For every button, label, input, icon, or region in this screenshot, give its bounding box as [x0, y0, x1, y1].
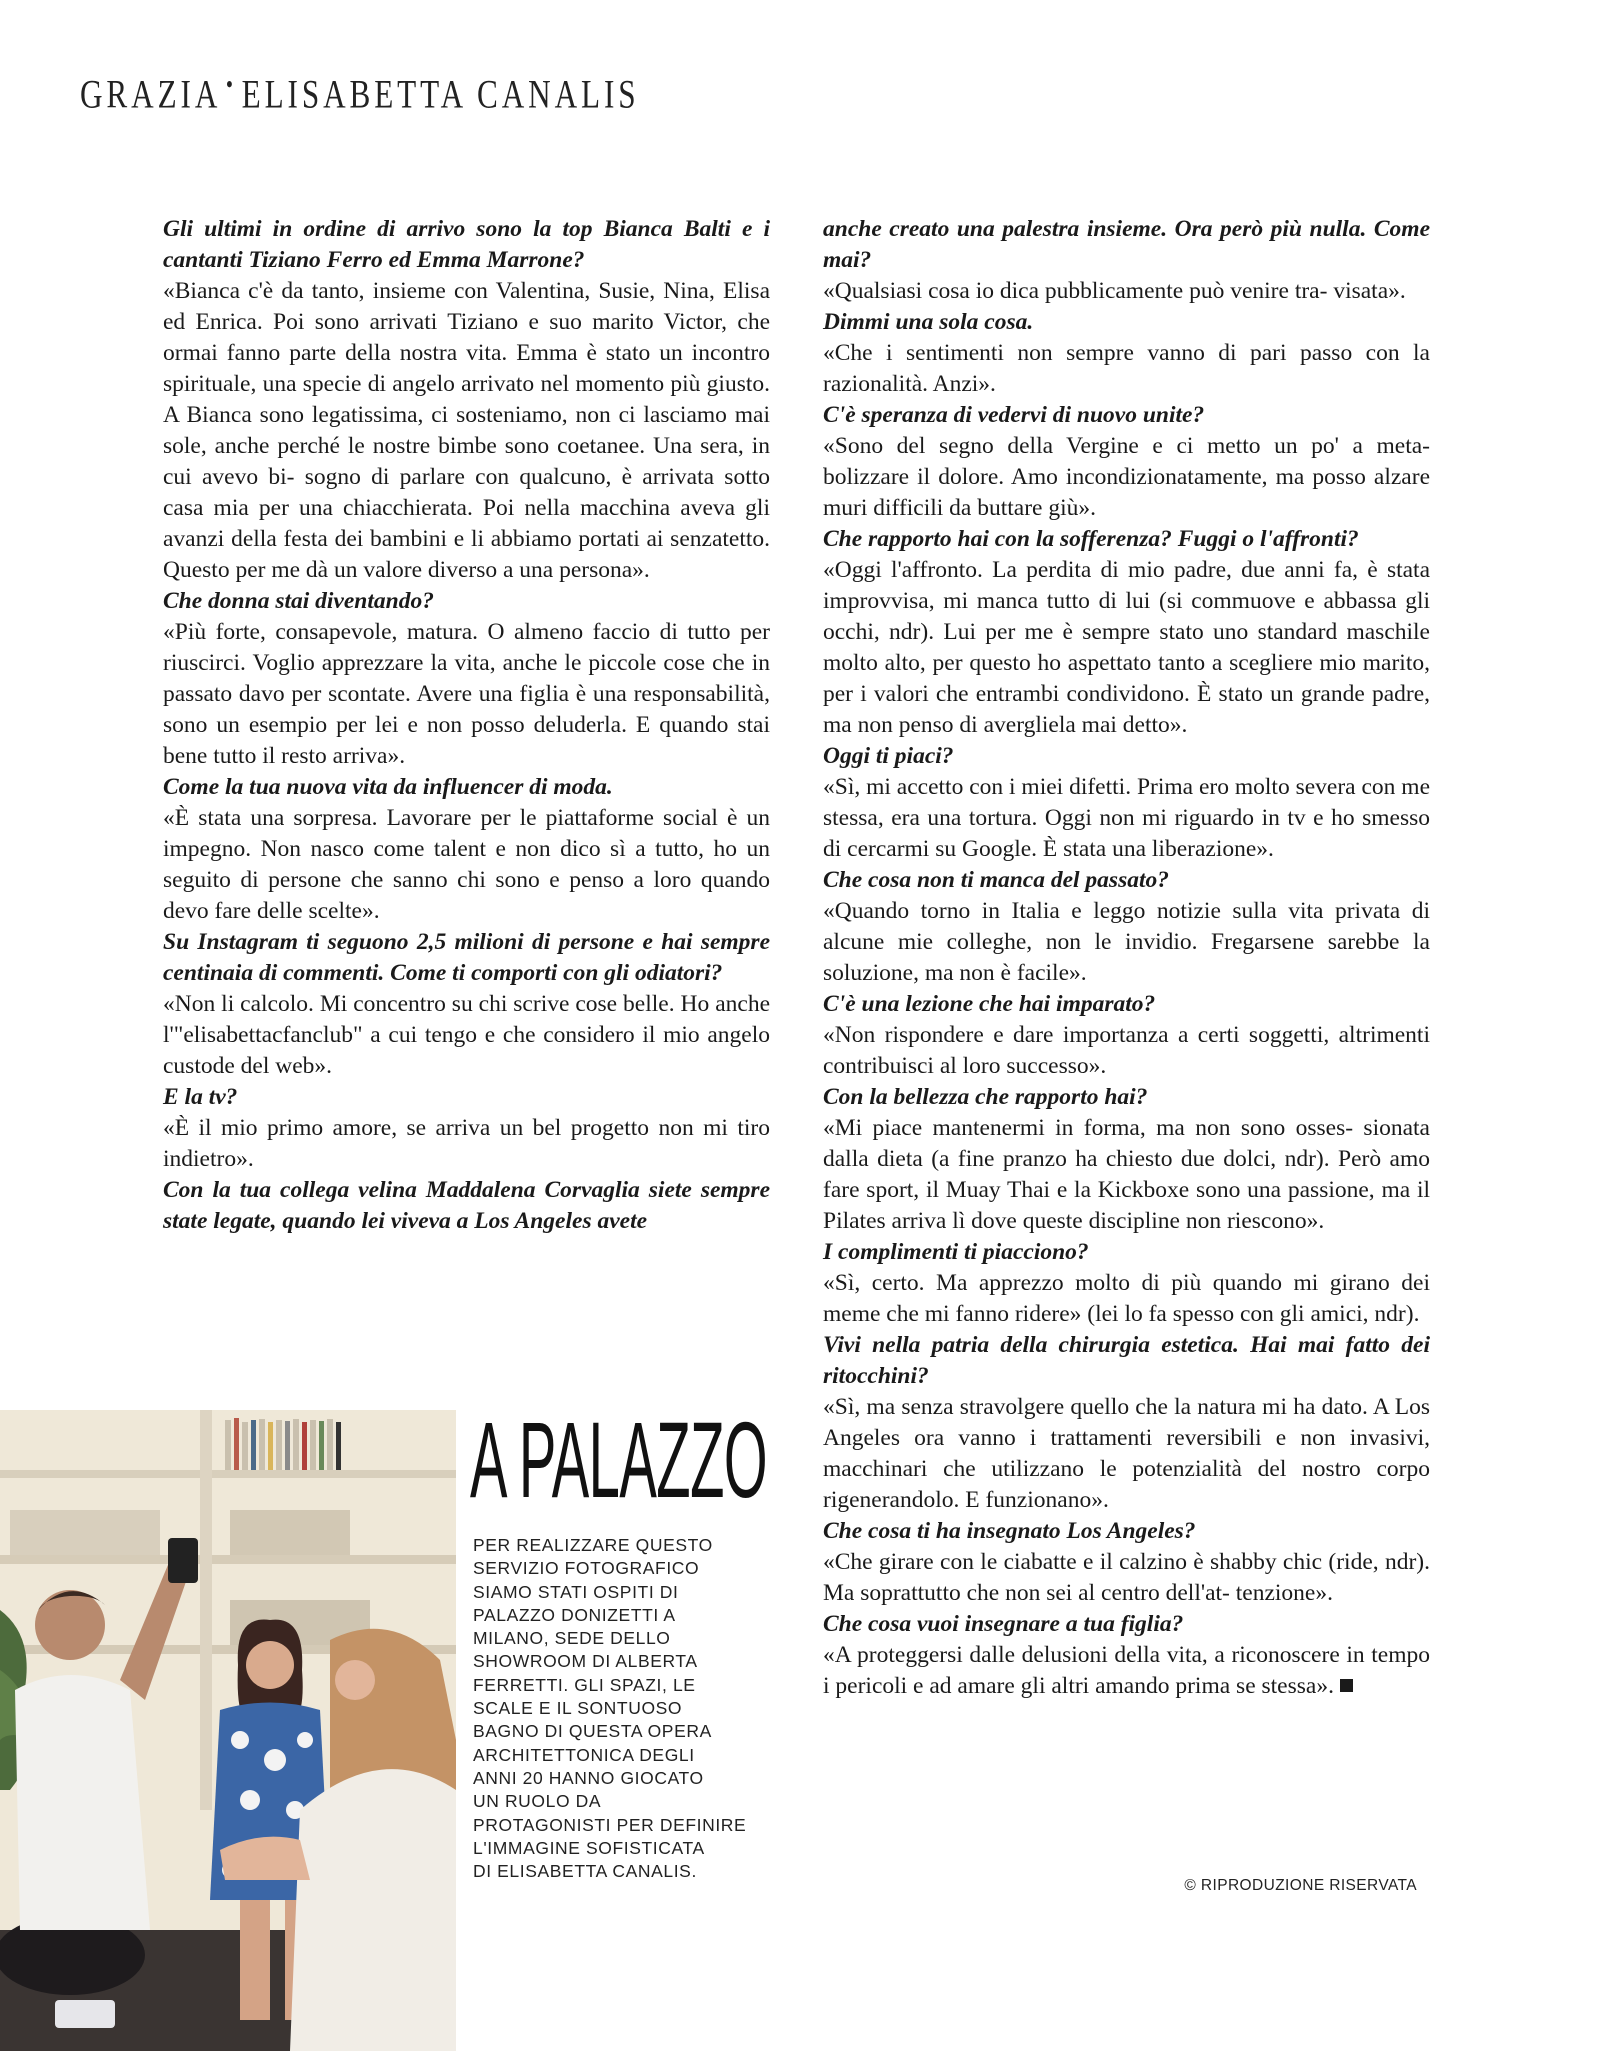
text-line: liberazione».	[1151, 836, 1274, 862]
text-line: «Che i sentimenti non sempre vanno di pari passo con	[823, 340, 1400, 366]
sidebar-caption-line: FERRETTI. GLI SPAZI, LE	[473, 1674, 696, 1695]
text-line: cantanti Tiziano Ferro ed Emma Marrone?	[163, 247, 585, 273]
text-line: sionata dalla dieta (a fine pranzo ha chiesto due dolci,	[823, 1115, 1430, 1172]
text-line: E la tv?	[163, 1084, 238, 1110]
interview-answer	[823, 1392, 1430, 1516]
backstage-photo	[0, 1410, 456, 2051]
interview-question	[823, 214, 1430, 276]
text-line: il mio angelo custode del web».	[163, 1022, 770, 1079]
interview-answer	[163, 1113, 770, 1175]
text-line: dei meme che mi fanno ridere» (lei lo fa spesso con gli	[823, 1270, 1431, 1327]
text-line: Che rapporto hai con la sofferenza? Fuggi o l'affronti?	[823, 526, 1359, 552]
text-line: deluderla. E quando stai bene tutto il resto arriva».	[163, 712, 770, 769]
text-line: altrimenti contribuisci al loro successo».	[823, 1022, 1430, 1079]
text-line: Gli ultimi in ordine di arrivo sono la top Bianca Balti e i	[163, 216, 770, 242]
interview-answer	[823, 896, 1430, 989]
text-line: (ride, ndr). Ma soprattutto che non sei al centro dell'at-	[823, 1549, 1430, 1606]
text-line: stata improvvisa, mi manca tutto di lui (si commuove e	[823, 557, 1431, 614]
magazine-header	[80, 70, 640, 117]
interview-answer	[823, 338, 1430, 400]
interview-question	[163, 772, 770, 803]
text-line: Su Instagram ti seguono 2,5 milioni di persone e hai sempre	[163, 929, 770, 955]
interview-answer	[823, 1113, 1430, 1237]
text-line: «Sì, ma senza stravolgere quello che la natura mi ha dato.	[823, 1394, 1368, 1420]
text-line: alzare muri difficili da buttare giù».	[823, 464, 1430, 521]
interview-question	[163, 927, 770, 989]
text-line: «Quando torno in Italia e leggo notizie sulla vita privata	[823, 898, 1401, 924]
interview-question	[163, 586, 770, 617]
interview-question	[823, 1516, 1430, 1547]
text-line: sogno di parlare con qualcuno, è arrivata sotto casa mia	[163, 464, 770, 521]
interview-answer	[823, 431, 1430, 524]
text-line: «Sì, certo. Ma apprezzo molto di più quando mi girano	[823, 1270, 1390, 1296]
text-line: avergliela mai detto».	[983, 712, 1188, 738]
text-line: dei ritocchini?	[823, 1332, 1430, 1389]
text-line: «Sì, mi accetto con i miei difetti. Prima ero molto severa	[823, 774, 1356, 800]
text-line: «Che girare con le ciabatte e il calzino è shabby chic	[823, 1549, 1323, 1575]
text-line: «Non li calcolo. Mi concentro su chi scrive cose belle. Ho	[163, 991, 710, 1017]
text-line: con me stessa, era una tortura. Oggi non mi riguardo	[823, 774, 1431, 831]
text-line: una responsabilità, sono un esempio per lei e non posso	[163, 681, 770, 738]
text-line: Vivi nella patria della chirurgia estetica. Hai mai fatto	[823, 1332, 1391, 1358]
text-line: «Mi piace mantenermi in forma, ma non sono osses-	[823, 1115, 1354, 1141]
text-line: invasivi, macchinari che utilizzano le potenzialità del	[823, 1425, 1431, 1482]
sidebar-caption-line: L'IMMAGINE SOFISTICATA	[473, 1837, 705, 1858]
text-line: Che cosa vuoi insegnare a tua figlia?	[823, 1611, 1184, 1637]
text-line: bolizzare il dolore. Amo incondizionatamente, ma posso	[823, 464, 1366, 490]
text-line: Questo per me dà un valore diverso a una persona».	[163, 557, 650, 583]
sidebar-caption-line: UN RUOLO DA	[473, 1791, 602, 1812]
sidebar-caption-line: BAGNO DI QUESTA OPERA	[473, 1721, 712, 1742]
text-line: se stessa».	[1236, 1673, 1334, 1699]
sidebar-caption-line: SIAMO STATI OSPITI DI	[473, 1581, 679, 1602]
text-line: la soluzione, ma non è facile».	[823, 929, 1430, 986]
text-line: «È stata una sorpresa. Lavorare per le piattaforme social	[163, 805, 718, 831]
text-line: Come la tua nuova vita da influencer di moda.	[163, 774, 613, 800]
text-line: per riuscirci. Voglio apprezzare la vita, anche le piccole	[163, 619, 770, 676]
sidebar-caption-line: PER REALIZZARE QUESTO	[473, 1535, 713, 1555]
text-line: Che donna stai diventando?	[163, 588, 434, 614]
text-line: standard maschile molto alto, per questo ho aspettato	[823, 619, 1430, 676]
sidebar-caption	[473, 1534, 763, 1883]
text-line: in tempo i pericoli e ad amare gli altri amando prima	[823, 1642, 1430, 1699]
sidebar-caption-line: PALAZZO DONIZETTI A	[473, 1604, 676, 1625]
interview-question	[163, 1175, 770, 1237]
text-line: «È il mio primo amore, se arriva un bel progetto non	[163, 1115, 694, 1141]
text-line: Con la bellezza che rapporto hai?	[823, 1084, 1148, 1110]
text-line: Che cosa ti ha insegnato Los Angeles?	[823, 1518, 1196, 1544]
interview-question	[163, 1082, 770, 1113]
text-line: I complimenti ti piacciono?	[823, 1239, 1089, 1265]
text-line: nostro corpo rigenerandolo. E funzionano».	[823, 1456, 1430, 1513]
text-line: penso a loro quando devo fare delle scelte».	[163, 867, 771, 924]
text-line: centinaia di commenti. Come ti comporti con gli odiatori?	[163, 960, 723, 986]
sidebar-title: A PALAZZO	[470, 1399, 768, 1520]
text-line: sempre state legate, quando lei viveva a Los Angeles avete	[163, 1177, 770, 1234]
header-separator-dot: •	[225, 70, 237, 99]
sidebar-caption-line: ANNI 20 HANNO GIOCATO	[473, 1767, 704, 1788]
interview-answer	[823, 1268, 1430, 1330]
text-line: cose che in passato davo per scontate. Avere una figlia è	[163, 650, 771, 707]
brand-name: GRAZIA	[80, 71, 222, 117]
sidebar-caption-line: MILANO, SEDE DELLO	[473, 1628, 671, 1649]
article-column-right	[823, 214, 1430, 1702]
text-line: anche creato una palestra insieme. Ora però più nulla.	[823, 216, 1367, 242]
text-line: anche l'"elisabettacfanclub" a cui tengo e che considero	[163, 991, 771, 1048]
interview-answer	[823, 1547, 1430, 1609]
interview-question	[823, 524, 1430, 555]
interview-question	[823, 741, 1430, 772]
text-line: sono una passione, ma il Pilates arriva lì dove queste	[823, 1177, 1431, 1234]
copyright-notice: © RIPRODUZIONE RISERVATA	[1184, 1877, 1417, 1894]
text-line: di alcune mie colleghe, non le invidio. Fregarsene sarebbe	[823, 898, 1431, 955]
sidebar-caption-line: SERVIZIO FOTOGRAFICO	[473, 1558, 700, 1579]
text-line: sosteniamo, non ci lasciamo mai sole, anche perché le	[163, 402, 770, 459]
text-line: Che cosa non ti manca del passato?	[823, 867, 1170, 893]
end-of-article-mark	[1340, 1679, 1353, 1692]
interview-question	[823, 1330, 1430, 1392]
text-line: Con la tua collega velina Maddalena Corvaglia siete	[163, 1177, 692, 1203]
text-line: C'è speranza di vedervi di nuovo unite?	[823, 402, 1205, 428]
interview-question	[823, 1082, 1430, 1113]
text-line: condividono. È stato un grande padre, ma non penso di	[823, 681, 1431, 738]
text-line: Elisa ed Enrica. Poi sono arrivati Tiziano e suo marito	[163, 278, 771, 335]
interview-answer	[163, 989, 770, 1082]
text-line: la razionalità. Anzi».	[823, 340, 1430, 397]
text-line: Oggi ti piaci?	[823, 743, 954, 769]
text-line: nostre bimbe sono coetanee. Una sera, in cui avevo bi-	[163, 433, 770, 490]
text-line: Victor, che ormai fanno parte della nostra vita. Emma è	[163, 309, 771, 366]
text-line: nel momento più giusto. A Bianca sono legatissima, ci	[163, 371, 771, 428]
interview-answer	[163, 803, 770, 927]
sidebar-caption-line: SHOWROOM DI ALBERTA	[473, 1651, 698, 1672]
article-column-left	[163, 214, 770, 1237]
text-line: tanto a scegliere mio marito, per i valori che entrambi	[823, 650, 1430, 707]
sidebar-caption-line: PROTAGONISTI PER DEFINIRE	[473, 1814, 747, 1835]
interview-question	[823, 400, 1430, 431]
interview-answer	[823, 772, 1430, 865]
sidebar-caption-line: ARCHITETTONICA DEGLI	[473, 1744, 695, 1765]
interview-question	[823, 1237, 1430, 1268]
text-line: stato un incontro spirituale, una specie di angelo arrivato	[163, 340, 770, 397]
text-line: della festa dei bambini e li abbiamo portati ai senzatetto.	[231, 526, 771, 552]
text-line: «Più forte, consapevole, matura. O almeno faccio di tutto	[163, 619, 731, 645]
text-line: discipline non riescono».	[1088, 1208, 1325, 1234]
text-line: «Sono del segno della Vergine e ci metto un po' a meta-	[823, 433, 1430, 459]
text-line: tenzione».	[1235, 1580, 1333, 1606]
interview-answer	[823, 276, 1430, 307]
text-line: C'è una lezione che hai imparato?	[823, 991, 1156, 1017]
interview-answer	[823, 1020, 1430, 1082]
text-line: «Non rispondere e dare importanza a certi soggetti,	[823, 1022, 1330, 1048]
text-line: «Bianca c'è da tanto, insieme con Valentina, Susie, Nina,	[163, 278, 715, 304]
text-line: Come mai?	[823, 216, 1430, 273]
interview-answer	[823, 555, 1430, 741]
interview-question	[823, 307, 1430, 338]
interview-answer	[823, 1640, 1430, 1702]
sidebar-caption-line: DI ELISABETTA CANALIS.	[473, 1861, 697, 1882]
text-line: tutto, ho un seguito di persone che sanno chi sono e	[163, 836, 770, 893]
sidebar-caption-line: SCALE E IL SONTUOSO	[473, 1698, 683, 1719]
text-line: Dimmi una sola cosa.	[823, 309, 1034, 335]
text-line: è un impegno. Non nasco come talent e non dico sì a	[163, 805, 771, 862]
text-line: amici, ndr).	[1310, 1301, 1420, 1327]
text-line: abbassa gli occhi, ndr). Lui per me è sempre stato uno	[823, 588, 1431, 645]
text-line: «A proteggersi dalle delusioni della vita, a riconoscere	[823, 1642, 1340, 1668]
text-line: A Los Angeles ora vanno i trattamenti reversibili e non	[823, 1394, 1430, 1451]
interview-answer	[163, 617, 770, 772]
text-line: visata».	[1333, 278, 1406, 304]
text-line: mi tiro indietro».	[163, 1115, 770, 1172]
text-line: ndr). Però amo fare sport, il Muay Thai e la Kickboxe	[823, 1146, 1431, 1203]
text-line: per una chiacchierata. Poi nella macchina aveva gli avanzi	[163, 495, 770, 552]
interview-question	[823, 989, 1430, 1020]
text-line: in tv e ho smesso di cercarmi su Google. È stata una	[823, 805, 1430, 862]
interview-answer	[163, 276, 770, 586]
text-line: «Oggi l'affronto. La perdita di mio padre, due anni fa, è	[823, 557, 1378, 583]
interview-question	[163, 214, 770, 276]
text-line: «Qualsiasi cosa io dica pubblicamente può venire tra-	[823, 278, 1328, 304]
article-subject-name: ELISABETTA CANALIS	[241, 71, 640, 117]
interview-question	[823, 865, 1430, 896]
interview-question	[823, 1609, 1430, 1640]
photo-illustration	[0, 1410, 456, 2051]
